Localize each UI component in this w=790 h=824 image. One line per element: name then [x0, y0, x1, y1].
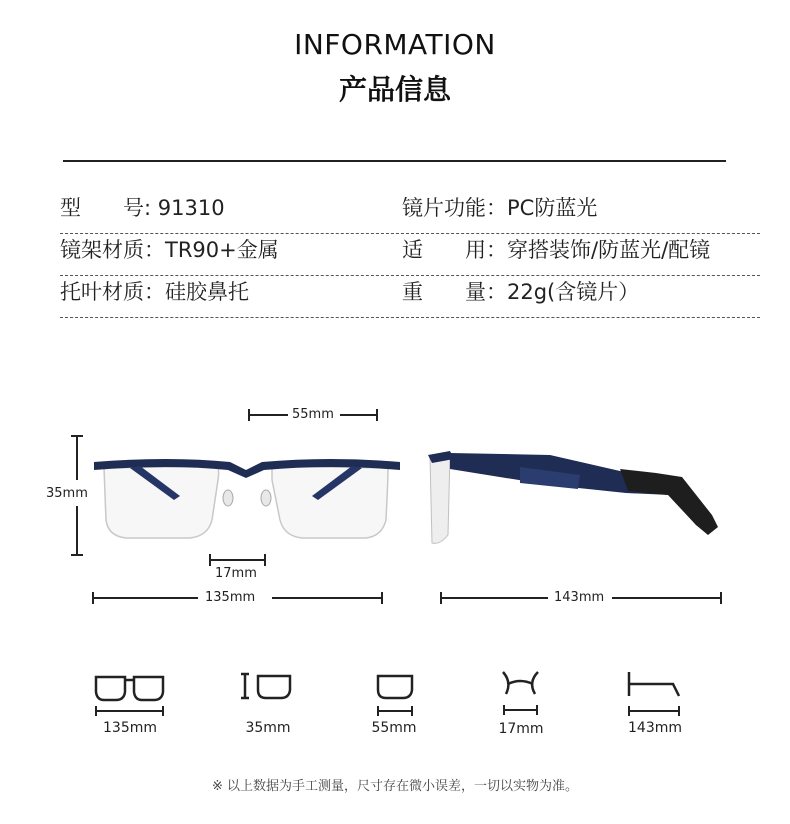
dim-lens-height: 35mm — [46, 486, 88, 501]
bridge-icon — [500, 668, 545, 718]
icon-label-lens-height: 35mm — [245, 720, 291, 736]
lens-width-icon — [374, 670, 419, 720]
spec-nosepad-material: 托叶材质：硅胶鼻托 — [60, 280, 249, 304]
temple-icon — [625, 670, 685, 720]
dim-temple-length: 143mm — [554, 590, 605, 605]
icon-label-frame-width: 135mm — [103, 720, 157, 736]
measurement-note: ※ 以上数据为手工测量，尺寸存在微小误差，一切以实物为准。 — [211, 779, 579, 794]
frame-width-icon — [92, 670, 167, 720]
icon-label-lens-width: 55mm — [371, 720, 417, 736]
title-en: INFORMATION — [294, 28, 496, 61]
spec-frame-material: 镜架材质：TR90+金属 — [60, 238, 279, 262]
lens-height-icon — [238, 670, 298, 710]
icon-label-bridge: 17mm — [498, 721, 544, 737]
spec-weight: 重 量：22g(含镜片） — [402, 280, 640, 304]
spec-lens-function: 镜片功能：PC防蓝光 — [402, 196, 598, 220]
title-cn: 产品信息 — [338, 73, 451, 106]
dim-bridge: 17mm — [215, 566, 257, 581]
dim-frame-width: 135mm — [205, 590, 256, 605]
dim-lens-width: 55mm — [292, 407, 334, 422]
spec-model: 型 号: 91310 — [60, 196, 225, 220]
icon-label-temple: 143mm — [628, 720, 682, 736]
spec-usage: 适 用：穿搭装饰/防蓝光/配镜 — [402, 238, 711, 262]
